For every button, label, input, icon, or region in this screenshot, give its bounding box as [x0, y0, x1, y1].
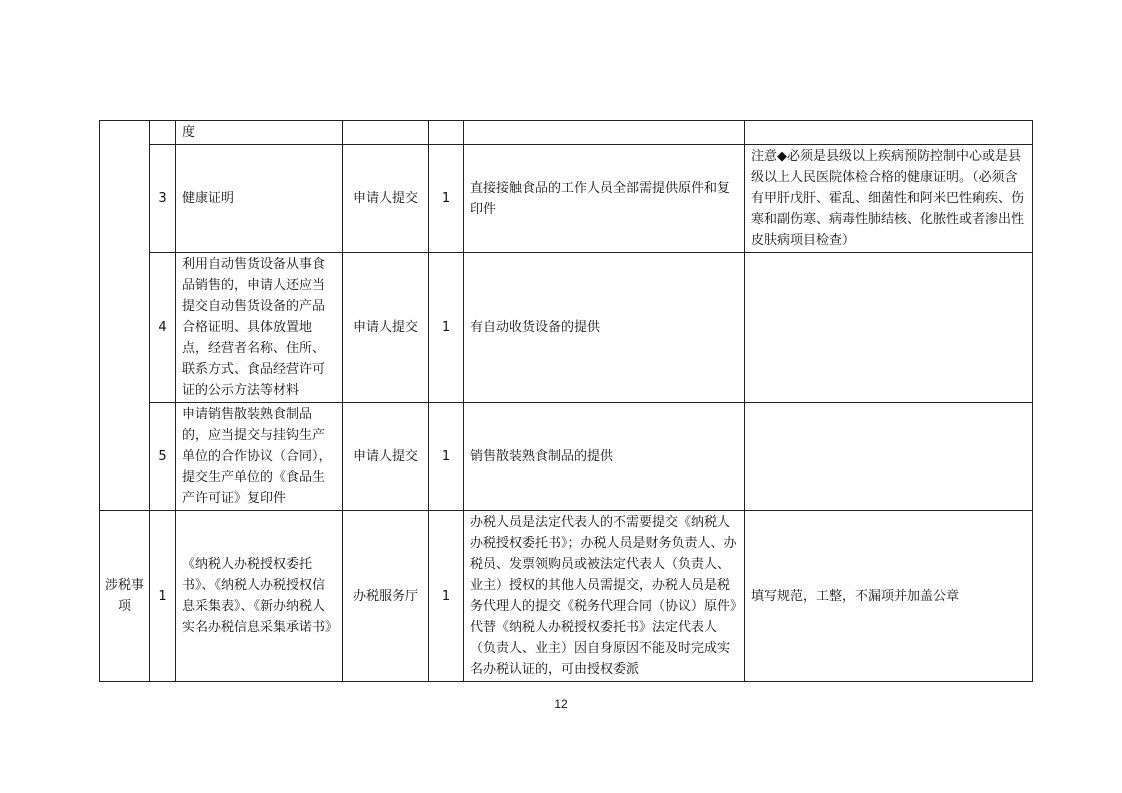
- material-name: 《纳税人办税授权委托书》、《纳税人办税授权信息采集表》、《新办纳税人实名办税信息采集承诺书》: [176, 511, 343, 682]
- requirement-cell: 办税人员是法定代表人的不需要提交《纳税人办税授权委托书》；办税人员是财务负责人、办税员、发票领购员或被法定代表人（负责人、业主）授权的其他人员需提交，办税人员是税务代理人的提交《税务代理合同（协议）原件》代替《纳税人办税授权委托书》法定代表人（负责人、业主）因自身原因不能及时完成实名办税认证的，可由授权委派: [464, 511, 745, 682]
- category-cell-food: [100, 121, 150, 511]
- item-number: 4: [150, 253, 176, 403]
- notes-cell: 填写规范，工整，不漏项并加盖公章: [745, 511, 1033, 682]
- notes-cell: 注意◆必须是县级以上疾病预防控制中心或是县级以上人民医院体检合格的健康证明。（必须含有甲肝戊肝、霍乱、细菌性和阿米巴性痢疾、伤寒和副伤寒、病毒性肺结核、化脓性或者渗出性皮肤病项目检查）: [745, 145, 1033, 253]
- source-cell: 申请人提交: [343, 145, 429, 253]
- source-cell: 办税服务厅: [343, 511, 429, 682]
- notes-cell: [745, 403, 1033, 511]
- requirement-cell: 有自动收货设备的提供: [464, 253, 745, 403]
- page-number: 12: [554, 697, 568, 711]
- table-row: [100, 145, 1033, 253]
- item-number: 5: [150, 403, 176, 511]
- table-row: [100, 121, 1033, 145]
- notes-cell: [745, 121, 1033, 145]
- category-cell-tax: 涉税事项: [100, 511, 150, 682]
- source-cell: [343, 121, 429, 145]
- requirement-cell: 销售散装熟食制品的提供: [464, 403, 745, 511]
- table-row: [100, 253, 1033, 403]
- copies-cell: 1: [429, 145, 464, 253]
- source-cell: 申请人提交: [343, 253, 429, 403]
- material-name: 利用自动售货设备从事食品销售的，申请人还应当提交自动售货设备的产品合格证明、具体放置地点，经营者名称、住所、联系方式、食品经营许可证的公示方法等材料: [176, 253, 343, 403]
- table-row: [100, 511, 1033, 682]
- notes-cell: [745, 253, 1033, 403]
- table-row: [100, 403, 1033, 511]
- copies-cell: [429, 121, 464, 145]
- requirement-cell: 直接接触食品的工作人员全部需提供原件和复印件: [464, 145, 745, 253]
- material-name: 健康证明: [176, 145, 343, 253]
- requirements-table: [99, 120, 1033, 682]
- copies-cell: 1: [429, 403, 464, 511]
- material-name: 度: [176, 121, 343, 145]
- requirement-cell: [464, 121, 745, 145]
- item-number: 3: [150, 145, 176, 253]
- material-name: 申请销售散装熟食制品的，应当提交与挂钩生产单位的合作协议（合同），提交生产单位的《食品生产许可证》复印件: [176, 403, 343, 511]
- item-number: [150, 121, 176, 145]
- copies-cell: 1: [429, 253, 464, 403]
- item-number: 1: [150, 511, 176, 682]
- source-cell: 申请人提交: [343, 403, 429, 511]
- copies-cell: 1: [429, 511, 464, 682]
